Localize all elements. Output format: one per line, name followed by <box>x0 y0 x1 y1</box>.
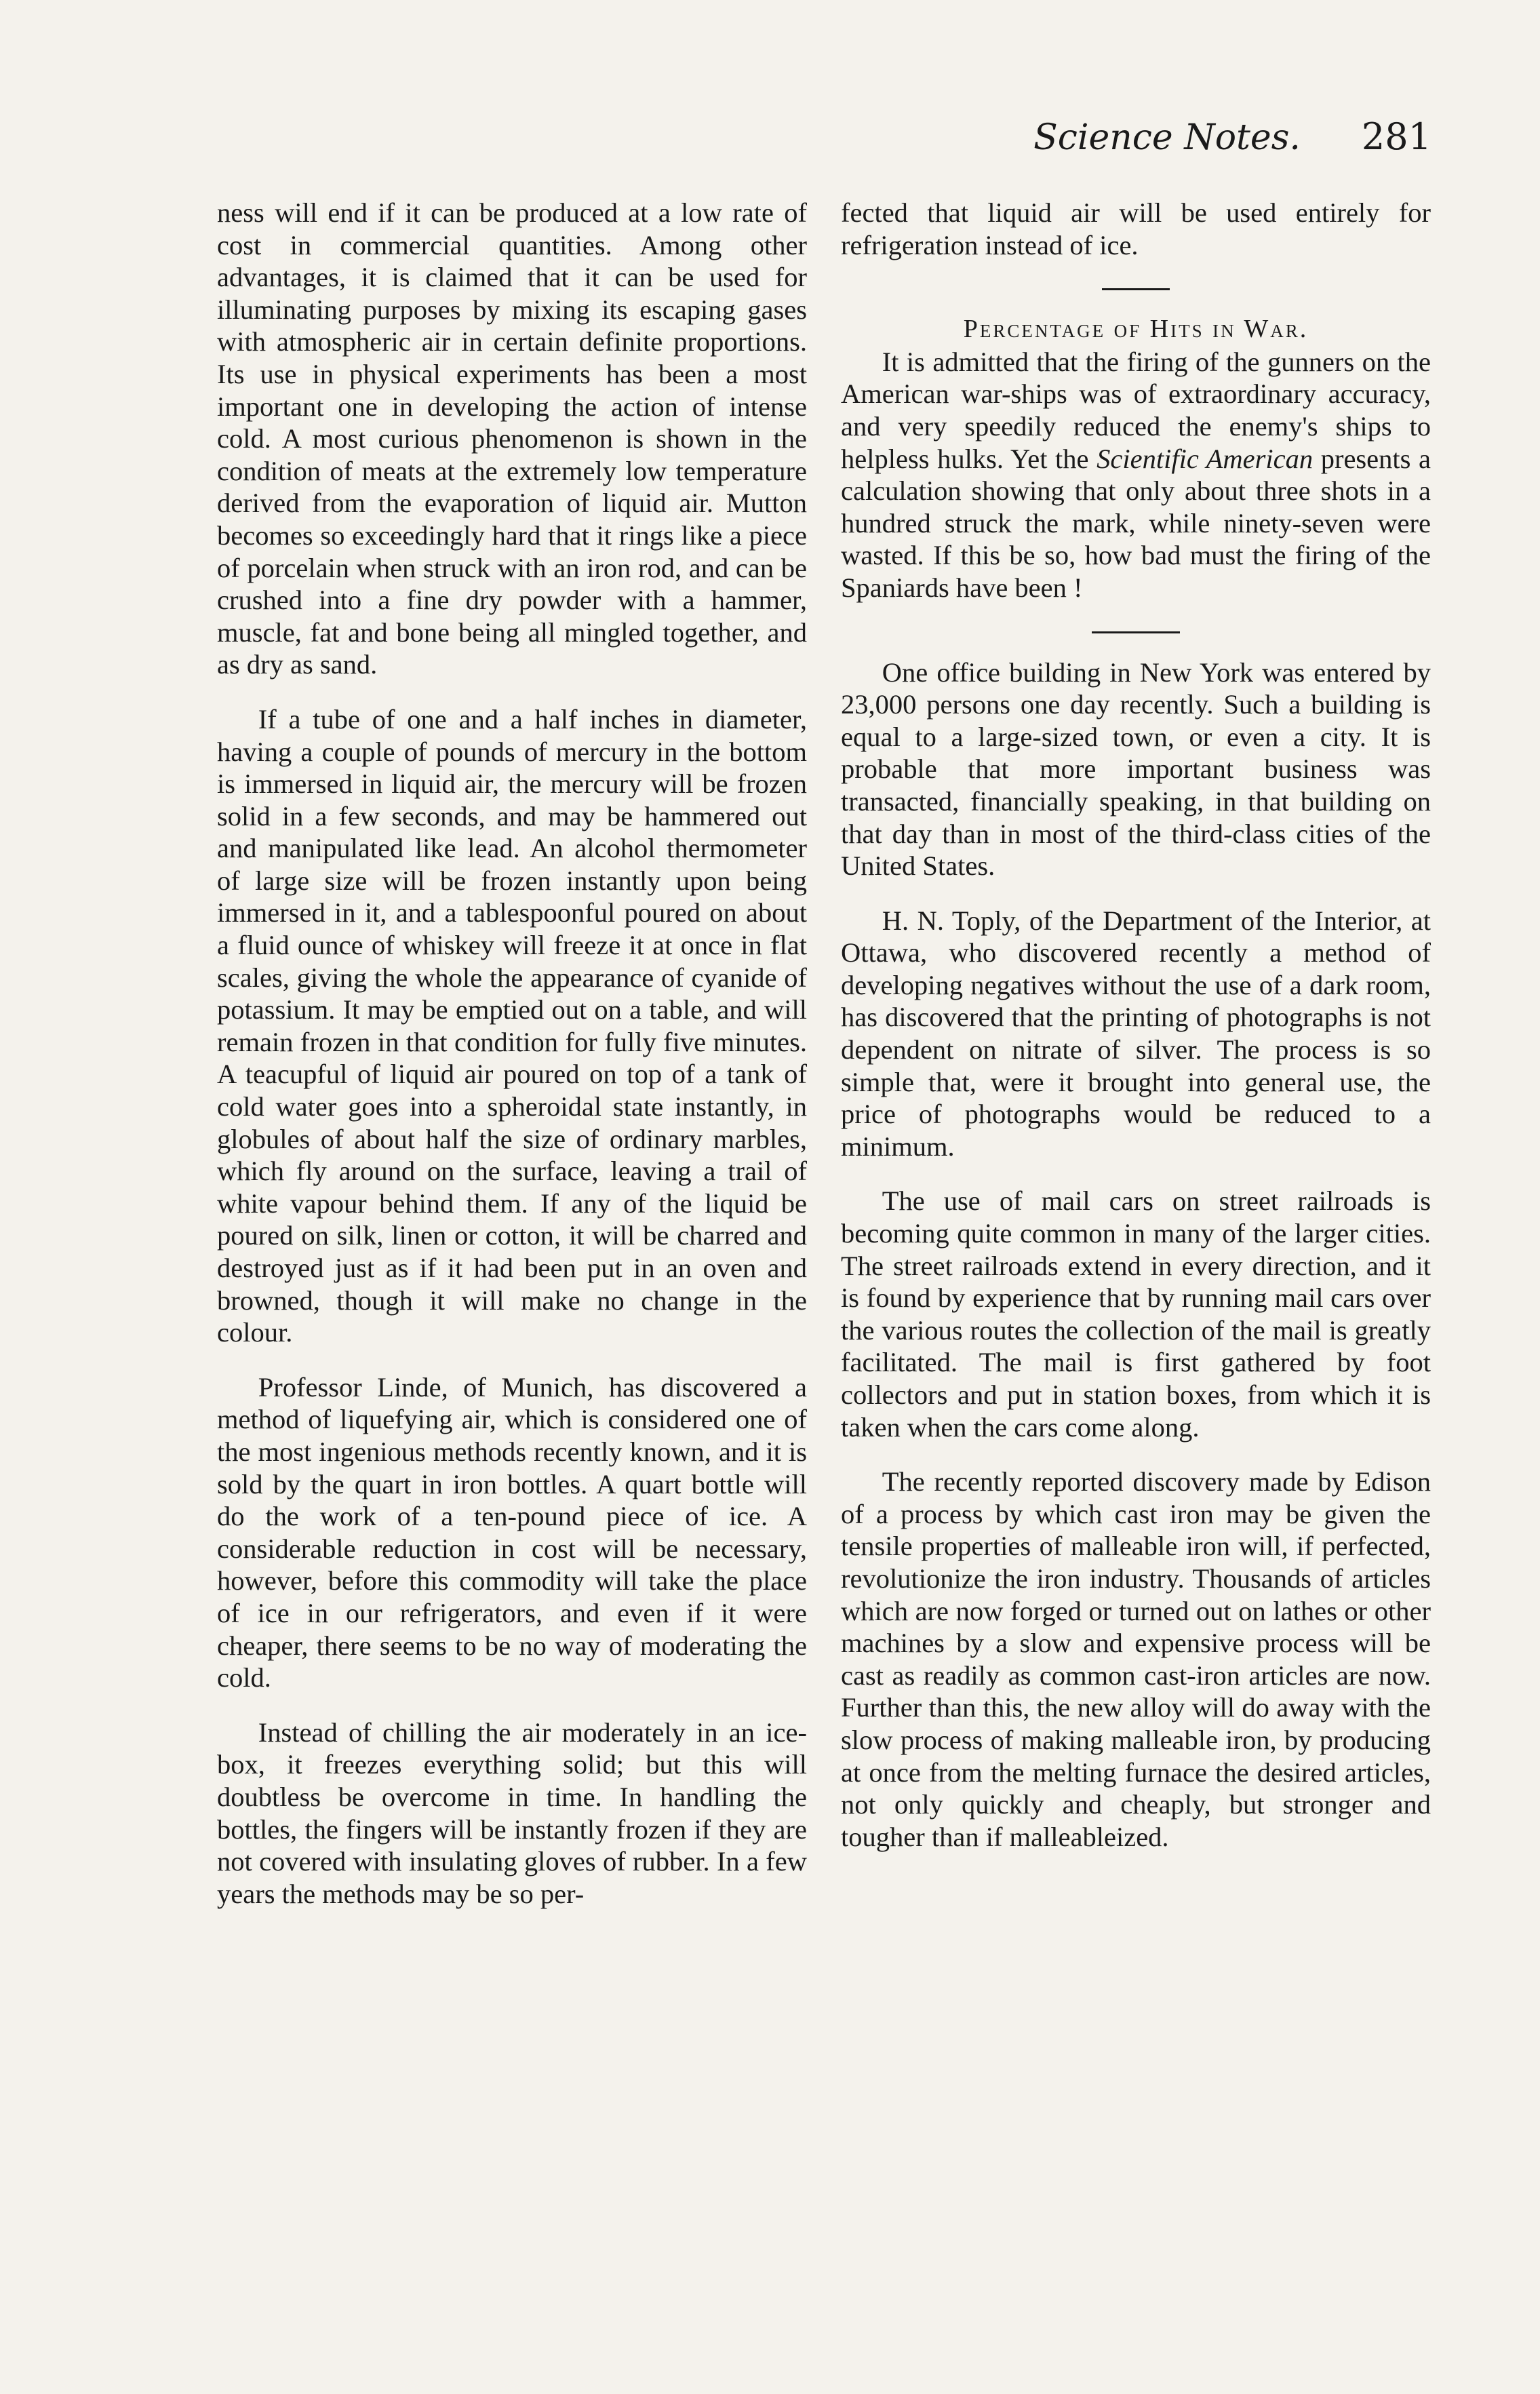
section-divider <box>1102 288 1170 290</box>
section-divider <box>1092 631 1180 633</box>
paragraph-ice-box: Instead of chilling the air moderately in an ice-box, it freezes everything solid; but this will doubtless be overcome in time. In handling the bottles, the fingers will be instantly frozen if they are not covered with insulating gloves of rubber. In a few years the methods may be so per- <box>217 1716 807 1909</box>
hits-text-b: presents a calculation showing that only about three shots in a hundred struck the mark, while ninety-seven were wasted. If this be so, how bad must the firing of the Spaniards have been ! <box>841 443 1431 603</box>
paragraph-refrigeration: fected that liquid air will be used entirely for refrigeration instead of ice. <box>841 197 1431 260</box>
right-column <box>841 197 1431 1853</box>
paragraph-mercury: If a tube of one and a half inches in diameter, having a couple of pounds of mercury in the bottom is immersed in liquid air, the mercury will be frozen solid in a few seconds, and may be hammered out and manipulated like lead. An alcohol thermometer of large size will be frozen instantly upon being immersed in it, and a tablespoonful poured on about a fluid ounce of whiskey will freeze it at once in flat scales, giving the whole the appearance of cyanide of potassium. It may be emptied out on a table, and will remain frozen in that condition for fully five minutes. A teacupful of liquid air poured on top of a tank of cold water goes into a spheroidal state instantly, in globules of about half the size of ordinary marbles, which fly around on the surface, leaving a trail of white vapour behind them. If any of the liquid be poured on silk, linen or cotton, it will be charred and destroyed just as if it had been put in an oven and browned, though it will make no change in the colour. <box>217 703 807 1348</box>
paragraph-percentage-of-hits <box>841 346 1431 604</box>
paragraph-edison: The recently reported discovery made by Edison of a process by which cast iron may be given the tensile properties of malleable iron will, if perfected, revolutionize the iron industry. Thousands of articles which are now forged or turned out on lathes or other machines by a slow and expensive process will be cast as readily as common cast-iron articles are now. Further than this, the new alloy will do away with the slow process of making malleable iron, by producing at once from the melting furnace the desired articles, not only quickly and cheaply, but stronger and tougher than if malleableized. <box>841 1466 1431 1852</box>
hits-text-a: It is admitted that the firing of the gunners on the American war-ships was of extraordinary accuracy, and very speedily reduced the enemy's ships to helpless hulks. Yet the <box>841 346 1431 474</box>
paragraph-toply: H. N. Toply, of the Department of the Interior, at Ottawa, who discovered recently a method of developing negatives without the use of a dark room, has discovered that the printing of photographs is not dependent on nitrate of silver. The process is so simple that, were it brought into general use, the price of photographs would be reduced to a minimum. <box>841 905 1431 1162</box>
running-title: Science Notes. <box>1033 117 1301 158</box>
journal-title: Scientific American <box>1097 443 1314 474</box>
paragraph-liquid-air-continued: ness will end if it can be produced at a low rate of cost in commercial quantities. Among other advantages, it is claimed that it can be used for illuminating purposes by mixing its escaping gases with atmospheric air in certain definite proportions. Its use in physical experiments has been a most important one in developing the action of intense cold. A most curious phenomenon is shown in the condition of meats at the extremely low temperature derived from the evaporation of liquid air. Mutton becomes so exceedingly hard that it rings like a piece of porcelain when struck with an iron rod, and can be crushed into a fine dry powder with a hammer, muscle, fat and bone being all mingled together, and as dry as sand. <box>217 197 807 680</box>
page-number: 281 <box>1361 115 1432 158</box>
paragraph-office-building: One office building in New York was entered by 23,000 persons one day recently. Such a building is equal to a large-sized town, or even a city. It is probable that more important business was transacted, financially speaking, in that building on that day than in most of the third-class cities of the United States. <box>841 656 1431 882</box>
running-head <box>224 115 1432 170</box>
left-column <box>217 197 807 1910</box>
section-title: Percentage of Hits in War. <box>963 315 1309 344</box>
paragraph-professor-linde: Professor Linde, of Munich, has discovered a method of liquefying air, which is considered one of the most ingenious methods recently known, and it is sold by the quart in iron bottles. A quart bottle will do the work of a ten-pound piece of ice. A considerable reduction in cost will be necessary, however, before this commodity will take the place of ice in our refrigerators, and even if it were cheaper, there seems to be no way of moderating the cold. <box>217 1371 807 1693</box>
paragraph-mail-cars: The use of mail cars on street railroads is becoming quite common in many of the larger cities. The street railroads extend in every direction, and it is found by experience that by running mail cars over the various routes the collection of the mail is greatly facilitated. The mail is first gathered by foot collectors and put in station boxes, from which it is taken when the cars come along. <box>841 1185 1431 1443</box>
